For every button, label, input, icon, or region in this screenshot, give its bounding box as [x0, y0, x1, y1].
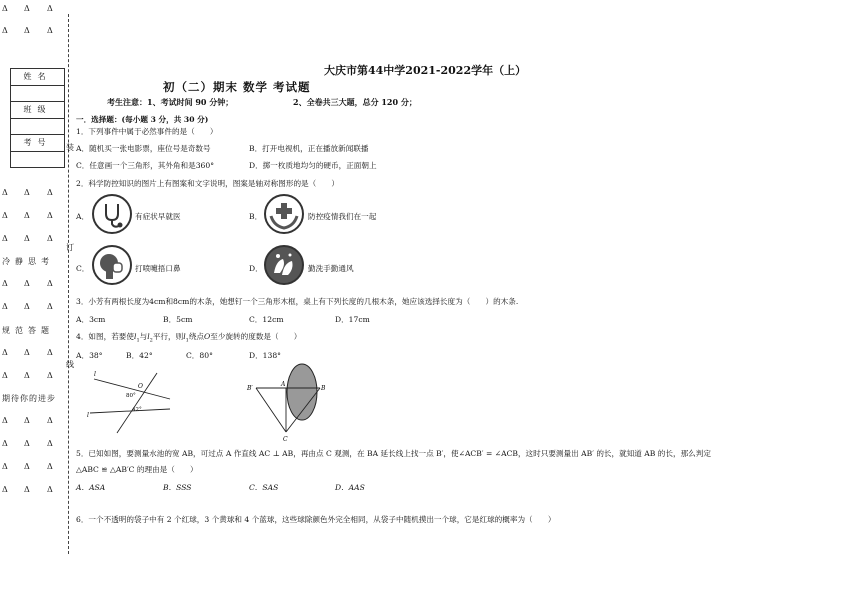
margin-triangle: Δ: [24, 211, 30, 220]
notice-item-1: 1、考试时间 90 分钟；: [147, 97, 234, 107]
margin-triangle: Δ: [2, 211, 8, 220]
notice-item-2: 2、全卷共三大题，总分 120 分；: [293, 97, 417, 107]
label-80: 80°: [126, 393, 136, 399]
number-label: 考号: [11, 135, 64, 152]
q4-sub3: 1: [185, 337, 189, 344]
question-4-option-c[interactable]: C．80°: [186, 351, 213, 360]
question-5-stem-2: △ABC ≌ △AB′C 的理由是（ ）: [76, 465, 198, 474]
q4-text-c: 绕点: [188, 332, 205, 341]
q4-sub1: 1: [136, 337, 140, 344]
question-5-figure: [244, 362, 334, 444]
student-info-box: [10, 68, 65, 168]
question-5-option-b[interactable]: B．SSS: [163, 483, 192, 492]
margin-triangle: Δ: [47, 4, 53, 13]
name-field[interactable]: [11, 86, 64, 103]
q4-l2: l: [147, 332, 150, 341]
margin-triangle: Δ: [2, 279, 8, 288]
question-1-option-c[interactable]: C．任意画一个三角形，其外角和是360°: [76, 161, 215, 170]
label-a: A: [281, 381, 286, 388]
margin-triangle: Δ: [24, 416, 30, 425]
exam-title: 初（二）期末 数学 考试题: [163, 80, 311, 94]
binding-char-xian: 线: [66, 360, 74, 369]
margin-triangle: Δ: [47, 439, 53, 448]
question-2-option-c[interactable]: C．: [76, 264, 90, 273]
question-4-option-d[interactable]: D．138°: [249, 351, 281, 360]
question-2-option-a[interactable]: A．: [76, 212, 90, 221]
margin-triangle: Δ: [24, 26, 30, 35]
margin-triangle: Δ: [24, 371, 30, 380]
name-label: 姓名: [11, 69, 64, 86]
margin-triangle: Δ: [24, 234, 30, 243]
standard-answer-text: 规范答题: [2, 326, 54, 335]
question-5-option-a[interactable]: A．ASA: [76, 483, 106, 492]
margin-triangle: Δ: [24, 302, 30, 311]
margin-triangle: Δ: [24, 188, 30, 197]
q4-text-a: 4．如图，若要使: [76, 332, 134, 341]
question-1-option-b[interactable]: B．打开电视机，正在播放新闻联播: [249, 144, 369, 153]
question-5-stem: 5．已知如图，要测量水池的宽 AB，可过点 A 作直线 AC ⊥ AB，再由点 C 观测，在 BA 延长线上找一点 B′，使∠ACB′ = ∠ACB，这时只要测量出 AB′ 的长，就知道 AB 的长，那么判定: [76, 449, 711, 458]
margin-triangle: Δ: [47, 211, 53, 220]
margin-triangle: Δ: [24, 348, 30, 357]
margin-triangle: Δ: [2, 302, 8, 311]
margin-triangle: Δ: [47, 279, 53, 288]
question-6-stem: 6．一个不透明的袋子中有 2 个红球，3 个黄球和 4 个蓝球，这些球除颜色外完全相同，从袋子中随机摸出一个球，它是红球的概率为（ ）: [76, 515, 556, 524]
margin-triangle: Δ: [24, 439, 30, 448]
question-2-option-d[interactable]: D．: [249, 264, 263, 273]
label-b: B: [321, 385, 326, 392]
question-1-option-a[interactable]: A．随机买一张电影票，座位号是奇数号: [76, 144, 211, 153]
margin-triangle: Δ: [47, 234, 53, 243]
question-5-option-c[interactable]: C．SAS: [249, 483, 279, 492]
progress-text: 期待你的进步: [2, 394, 56, 403]
binding-char-zhuang: 装: [66, 143, 74, 152]
margin-triangle: Δ: [2, 188, 8, 197]
margin-triangle: Δ: [24, 485, 30, 494]
school-title: 大庆市第44中学2021-2022学年（上）: [324, 64, 527, 77]
question-2-caption-a: 有症状早就医: [135, 212, 181, 221]
q4-text-b: 平行，则: [152, 332, 184, 341]
margin-triangle: Δ: [2, 439, 8, 448]
binding-char-ding: 订: [66, 243, 74, 252]
margin-triangle: Δ: [47, 302, 53, 311]
question-3-option-d[interactable]: D．17cm: [335, 315, 370, 324]
question-2-caption-d: 勤洗手勤通风: [308, 264, 354, 273]
margin-triangle: Δ: [24, 4, 30, 13]
question-4-option-b[interactable]: B．42°: [126, 351, 153, 360]
notice-line: [107, 97, 233, 108]
question-2-stem: 2．科学防控知识的图片上有图案和文字说明，图案是轴对称图形的是（ ）: [76, 179, 340, 188]
margin-triangle: Δ: [2, 462, 8, 471]
margin-triangle: Δ: [2, 371, 8, 380]
stethoscope-icon: [92, 194, 132, 234]
margin-triangle: Δ: [2, 234, 8, 243]
margin-triangle: Δ: [47, 371, 53, 380]
question-3-option-c[interactable]: C．12cm: [249, 315, 284, 324]
margin-triangle: Δ: [2, 416, 8, 425]
margin-triangle: Δ: [47, 416, 53, 425]
line-l2: [90, 409, 170, 413]
margin-triangle: Δ: [2, 26, 8, 35]
question-4-option-a[interactable]: A．38°: [76, 351, 103, 360]
class-field[interactable]: [11, 119, 64, 136]
hands-cross-icon: [264, 194, 304, 234]
handwash-icon: [264, 245, 304, 285]
question-1-option-d[interactable]: D．掷一枚质地均匀的硬币，正面朝上: [249, 161, 377, 170]
notice-label: 考生注意：: [107, 97, 147, 107]
label-l2: l: [87, 412, 89, 419]
question-2-caption-b: 防控疫情我们在一起: [308, 212, 377, 221]
margin-triangle: Δ: [24, 462, 30, 471]
label-l1: l: [94, 371, 96, 378]
class-label: 班级: [11, 102, 64, 119]
question-3-option-a[interactable]: A．3cm: [76, 315, 106, 324]
label-c: C: [283, 436, 288, 443]
margin-triangle: Δ: [2, 4, 8, 13]
margin-triangle: Δ: [47, 485, 53, 494]
q4-sub2: 2: [149, 337, 153, 344]
q4-l3: l: [183, 332, 186, 341]
margin-triangle: Δ: [47, 462, 53, 471]
margin-triangle: Δ: [24, 279, 30, 288]
number-field[interactable]: [11, 152, 64, 169]
question-2-caption-c: 打喷嚏捂口鼻: [135, 264, 181, 273]
transversal-line: [117, 373, 157, 433]
line-bprime-c: [256, 388, 286, 432]
margin-triangle: Δ: [47, 348, 53, 357]
calm-thinking-text: 冷静思考: [2, 257, 54, 266]
q4-text-mid: 与: [139, 332, 148, 341]
question-4-stem: [76, 331, 301, 344]
label-o: O: [138, 383, 143, 390]
question-1-stem: 1．下列事件中属于必然事件的是（ ）: [76, 127, 218, 136]
margin-triangle: Δ: [47, 26, 53, 35]
margin-triangle: Δ: [2, 485, 8, 494]
q4-text-d: 至少旋转的度数是（ ）: [210, 332, 302, 341]
q4-l1: l: [134, 332, 137, 341]
question-2-option-b[interactable]: B．: [249, 212, 263, 221]
question-3-option-b[interactable]: B．5cm: [163, 315, 193, 324]
sneeze-icon: [92, 245, 132, 285]
margin-triangle: Δ: [2, 348, 8, 357]
section-heading: 一．选择题：(每小题 3 分，共 30 分): [76, 115, 209, 124]
question-5-option-d[interactable]: D．AAS: [335, 483, 365, 492]
question-3-stem: 3．小芳有两根长度为4cm和8cm的木条，她想钉一个三角形木框，桌上有下列长度的几根木条，她应该选择长度为（ ）的木条.: [76, 297, 519, 306]
binding-dashed-line: [68, 14, 69, 554]
question-4-figure: [82, 365, 172, 435]
label-42: 42°: [132, 407, 142, 413]
margin-triangle: Δ: [47, 188, 53, 197]
label-bprime: B′: [247, 385, 253, 392]
q4-o: O: [204, 332, 211, 341]
